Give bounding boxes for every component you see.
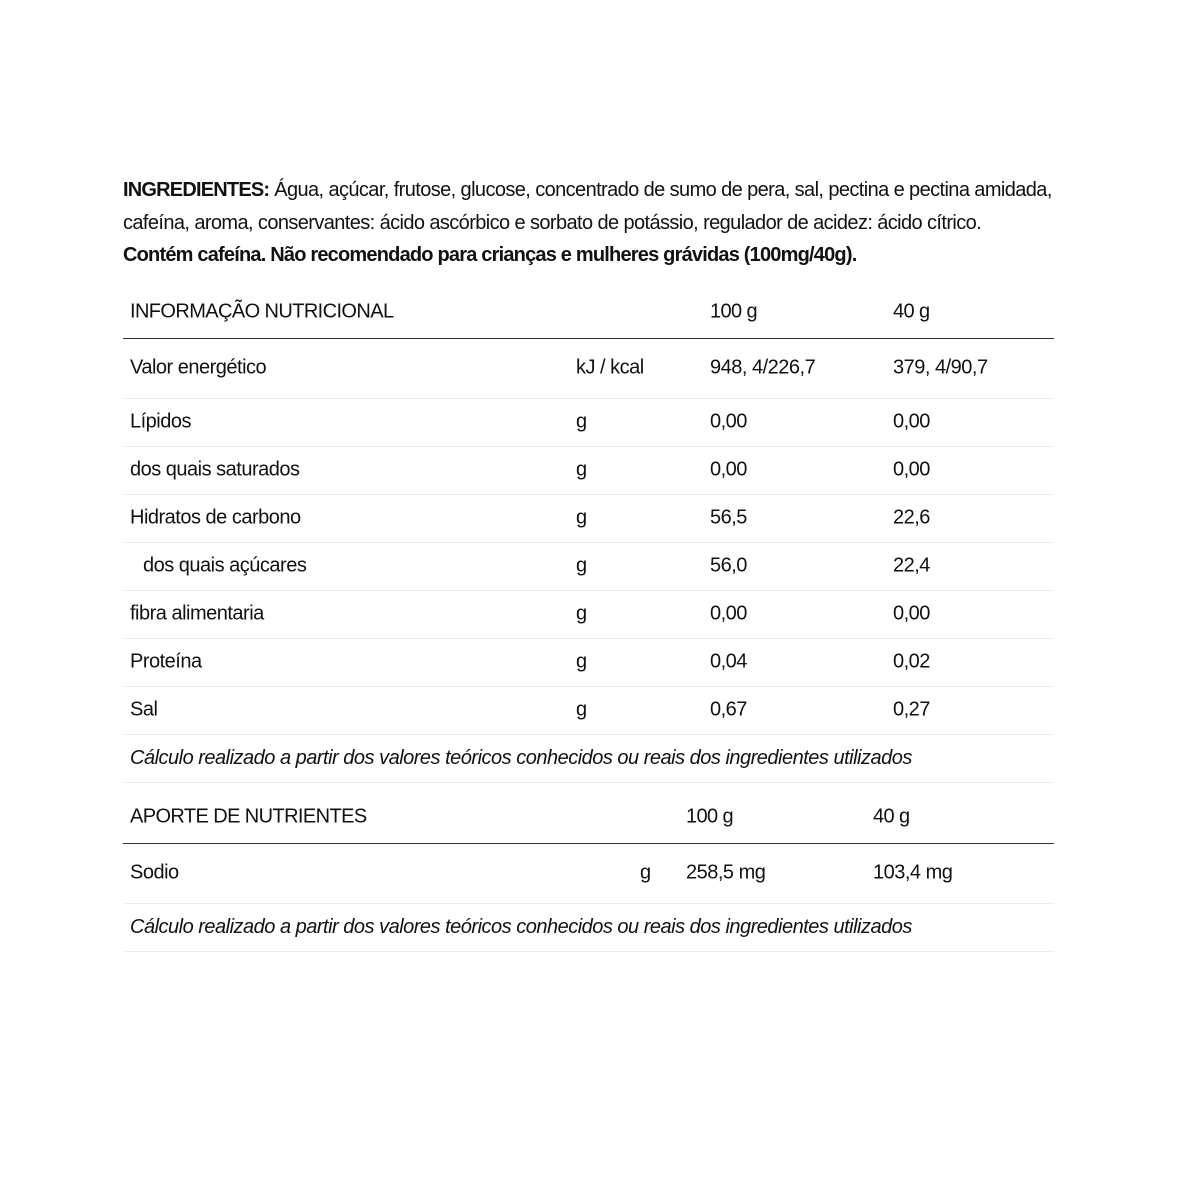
cell-v40: 0,00 — [893, 602, 930, 625]
col-40g: 40 g — [873, 805, 910, 827]
table-row — [123, 495, 1054, 543]
cell-name: Sal — [130, 698, 158, 721]
cell-name: fibra alimentaria — [130, 602, 264, 625]
table-row — [123, 591, 1054, 639]
cell-v100: 56,0 — [710, 554, 747, 577]
cell-unit: g — [576, 506, 587, 529]
table-row — [123, 399, 1054, 447]
ingredients-paragraph — [123, 174, 1054, 272]
cell-v100: 0,67 — [710, 698, 747, 721]
cell-v100: 258,5 mg — [686, 861, 766, 884]
cell-unit: g — [576, 410, 587, 433]
nutrition-table — [123, 286, 1054, 783]
cell-name: Sodio — [130, 861, 179, 884]
cell-v40: 22,6 — [893, 506, 930, 529]
nutrients-header — [123, 791, 1054, 844]
cell-v100: 0,04 — [710, 650, 747, 673]
cell-v40: 0,27 — [893, 698, 930, 721]
cell-v100: 56,5 — [710, 506, 747, 529]
cell-name: dos quais açúcares — [143, 554, 307, 577]
nutrients-note: Cálculo realizado a partir dos valores teóricos conhecidos ou reais dos ingredientes utilizados — [123, 904, 1054, 952]
cell-unit: kJ / kcal — [576, 356, 644, 379]
col-100g: 100 g — [686, 805, 734, 827]
cell-v40: 0,00 — [893, 410, 930, 433]
cell-v100: 0,00 — [710, 458, 747, 481]
cell-v40: 0,00 — [893, 458, 930, 481]
caffeine-warning: Contém cafeína. Não recomendado para crianças e mulheres grávidas (100mg/40g). — [123, 244, 857, 266]
cell-v100: 948, 4/226,7 — [710, 356, 816, 379]
label-document — [123, 174, 1054, 952]
table-row — [123, 447, 1054, 495]
table-row — [123, 844, 1054, 904]
cell-name: Valor energético — [130, 356, 267, 379]
col-100g: 100 g — [710, 300, 758, 322]
cell-v40: 0,02 — [893, 650, 930, 673]
cell-v100: 0,00 — [710, 410, 747, 433]
cell-unit: g — [576, 602, 587, 625]
cell-unit: g — [640, 861, 651, 884]
cell-unit: g — [576, 698, 587, 721]
nutrients-table — [123, 791, 1054, 952]
cell-unit: g — [576, 458, 587, 481]
table-row — [123, 639, 1054, 687]
table-row — [123, 687, 1054, 735]
table-row — [123, 543, 1054, 591]
cell-name: Lípidos — [130, 410, 191, 433]
ingredients-label: INGREDIENTES: — [123, 179, 270, 201]
ingredients-text: Água, açúcar, frutose, glucose, concentrado de sumo de pera, sal, pectina e pectina amidada, cafeína, aroma, conservantes: ácido ascórbico e sorbato de potássio, regulador de acidez: ácido cítrico. — [123, 179, 1052, 234]
cell-v40: 22,4 — [893, 554, 930, 577]
nutrients-title: APORTE DE NUTRIENTES — [130, 805, 367, 827]
cell-name: Hidratos de carbono — [130, 506, 301, 529]
col-40g: 40 g — [893, 300, 930, 322]
table-row — [123, 339, 1054, 399]
cell-v100: 0,00 — [710, 602, 747, 625]
nutrition-title: INFORMAÇÃO NUTRICIONAL — [130, 300, 394, 322]
cell-name: Proteína — [130, 650, 202, 673]
cell-v40: 379, 4/90,7 — [893, 356, 988, 379]
cell-name: dos quais saturados — [130, 458, 300, 481]
cell-v40: 103,4 mg — [873, 861, 953, 884]
nutrition-header — [123, 286, 1054, 339]
cell-unit: g — [576, 554, 587, 577]
nutrition-note: Cálculo realizado a partir dos valores teóricos conhecidos ou reais dos ingredientes utilizados — [123, 735, 1054, 783]
cell-unit: g — [576, 650, 587, 673]
